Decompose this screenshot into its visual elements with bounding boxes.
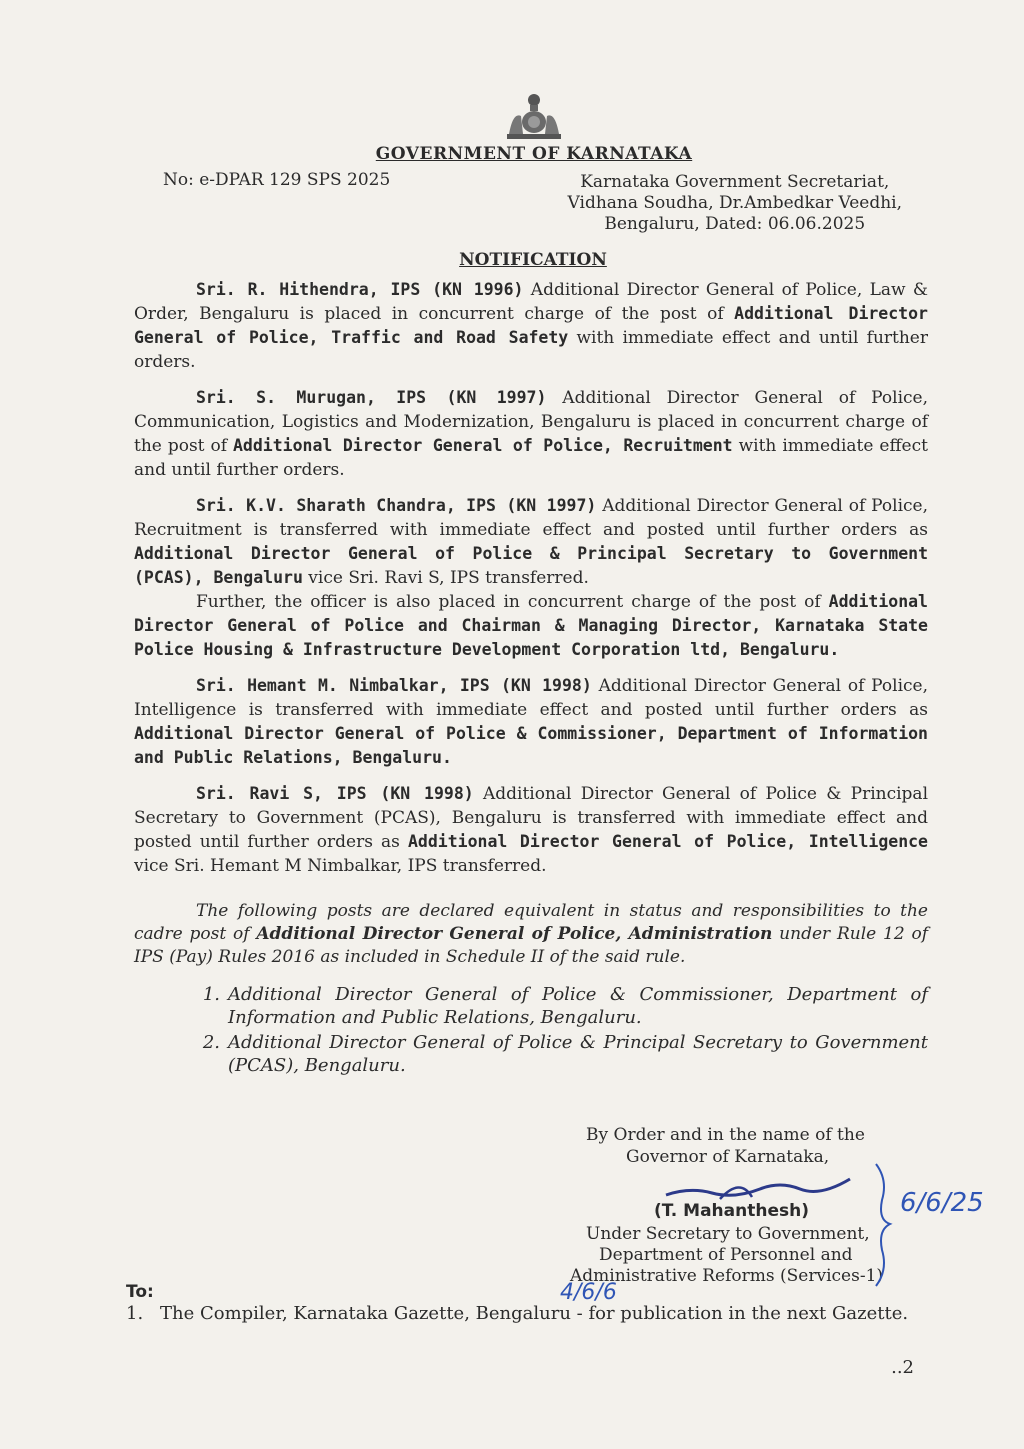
post-title: Additional Director General of Police & Commissioner, Department of Information and Public Relations, Bengaluru. <box>134 724 928 767</box>
order-text: Additional Director General of Police, Law & Order, Bengaluru is placed in concurrent charge of the post of <box>134 280 929 324</box>
order-paragraph <box>134 782 928 878</box>
order-paragraph <box>134 386 928 482</box>
note-text: under Rule 12 of IPS (Pay) Rules 2016 as included in Schedule II of the said rule. <box>134 924 928 967</box>
order-text: Additional Director General of Police, Communication, Logistics and Modernization, Bengaluru is placed in concurrent charge of the post of <box>134 388 928 456</box>
post-title: Additional Director General of Police, Intelligence <box>407 832 928 851</box>
government-title: GOVERNMENT OF KARNATAKA <box>375 144 693 164</box>
list-number: 1. <box>202 984 220 1005</box>
post-title: Additional Director General of Police, Administration <box>256 924 773 944</box>
list-item <box>134 1031 928 1077</box>
list-text: Additional Director General of Police & Commissioner, Department of Information and Public Relations, Bengaluru. <box>228 984 928 1028</box>
list-number: 2. <box>202 1032 220 1053</box>
signatory-designation: Administrative Reforms (Services-1) <box>570 1266 884 1286</box>
signatory-name: (T. Mahanthesh) <box>654 1201 809 1221</box>
equivalence-note <box>134 900 928 969</box>
officer-name: Sri. Ravi S, IPS (KN 1998) <box>196 784 474 803</box>
order-paragraph <box>134 674 928 770</box>
order-paragraph <box>134 590 928 662</box>
list-text: Additional Director General of Police & Principal Secretary to Government (PCAS), Bengaluru. <box>228 1032 928 1076</box>
post-title: Additional Director General of Police & Principal Secretary to Government (PCAS), Bengaluru <box>134 544 928 587</box>
signature-line: By Order and in the name of the <box>586 1125 865 1145</box>
order-text: vice Sri. Ravi S, IPS transferred. <box>302 568 589 588</box>
recipients-list <box>126 1302 916 1325</box>
page-continuation: ..2 <box>891 1357 914 1378</box>
reference-number: No: e-DPAR 129 SPS 2025 <box>163 170 391 190</box>
note-text: The following posts are declared equivalent in status and responsibilities to the cadre post of <box>134 901 928 944</box>
signatory-designation: Under Secretary to Government, <box>586 1224 870 1244</box>
order-paragraph <box>134 494 928 590</box>
issue-date: Bengaluru, Dated: 06.06.2025 <box>604 214 866 234</box>
order-paragraph <box>134 278 928 374</box>
handwritten-brace-icon <box>870 1160 910 1290</box>
list-text: The Compiler, Karnataka Gazette, Bengaluru - for publication in the next Gazette. <box>160 1303 909 1324</box>
address-line: Vidhana Soudha, Dr.Ambedkar Veedhi, <box>567 193 902 213</box>
order-text: with immediate effect and until further orders. <box>134 328 928 372</box>
post-title: Additional Director General of Police and Chairman & Managing Director, Karnataka State Police Housing & Infrastructure Development Corporation ltd, Bengaluru. <box>134 592 928 659</box>
address-line: Karnataka Government Secretariat, <box>580 172 890 192</box>
list-number: 1. <box>126 1303 144 1324</box>
equivalent-posts-list <box>134 983 928 1077</box>
post-title: Additional Director General of Police, Recruitment <box>233 436 733 455</box>
order-text: Additional Director General of Police & Principal Secretary to Government (PCAS), Bengaluru is transferred with immediate effect and posted until further orders as <box>134 784 929 852</box>
post-title: Additional Director General of Police, Traffic and Road Safety <box>134 304 928 347</box>
order-text: Further, the officer is also placed in concurrent charge of the post of <box>196 592 829 612</box>
notification-body <box>134 278 928 1079</box>
handwritten-date: 6/6/25 <box>900 1188 984 1218</box>
recipients-label: To: <box>126 1282 154 1302</box>
officer-name: Sri. R. Hithendra, IPS (KN 1996) <box>196 280 524 299</box>
list-item <box>134 983 928 1029</box>
signatory-designation: Department of Personnel and <box>599 1245 853 1265</box>
signature-line: Governor of Karnataka, <box>626 1147 830 1167</box>
officer-name: Sri. S. Murugan, IPS (KN 1997) <box>196 388 547 407</box>
order-text: Additional Director General of Police, Recruitment is transferred with immediate effect and posted until further orders as <box>134 496 928 540</box>
issuing-address <box>568 172 902 235</box>
officer-name: Sri. K.V. Sharath Chandra, IPS (KN 1997) <box>196 496 597 515</box>
order-text: Additional Director General of Police, Intelligence is transferred with immediate effect and posted until further orders as <box>134 676 929 720</box>
notification-title: NOTIFICATION <box>459 250 607 270</box>
order-text: vice Sri. Hemant M Nimbalkar, IPS transferred. <box>134 856 547 876</box>
officer-name: Sri. Hemant M. Nimbalkar, IPS (KN 1998) <box>196 676 592 695</box>
karnataka-emblem-icon <box>503 90 565 142</box>
handwritten-initial: 4/6/6 <box>560 1280 617 1305</box>
order-text: with immediate effect and until further orders. <box>134 436 928 480</box>
